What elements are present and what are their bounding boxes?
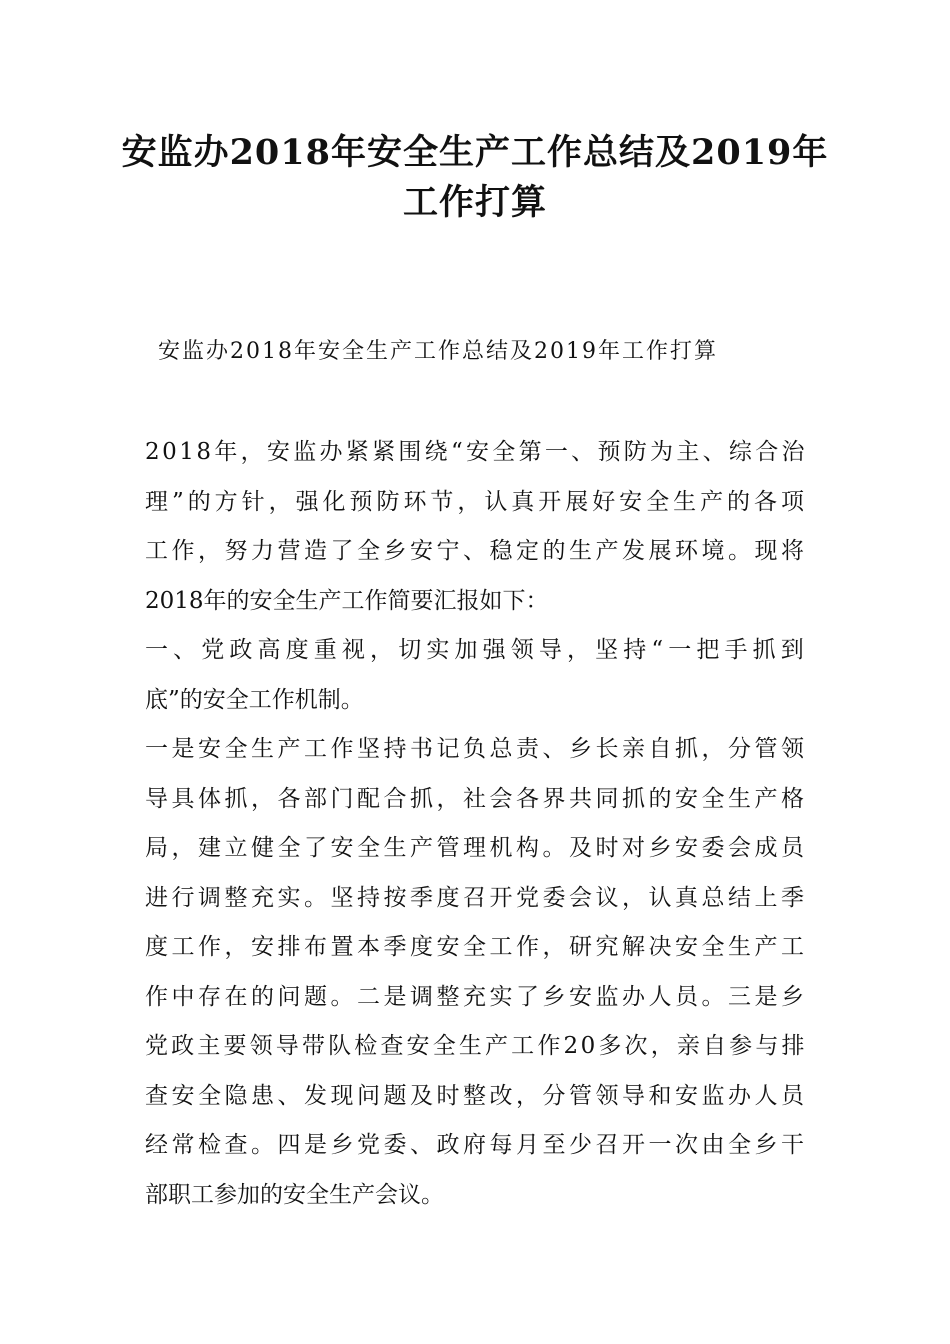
body-line: 度工作，安排布置本季度安全工作，研究解决安全生产工 — [145, 934, 807, 960]
body-line: 作中存在的问题。二是调整充实了乡安监办人员。三是乡 — [145, 983, 807, 1010]
title-line-2: 工作打算 — [402, 182, 547, 223]
document-subtitle: 安监办2018年安全生产工作总结及2019年工作打算 — [158, 339, 718, 364]
body-line: 进行调整充实。坚持按季度召开党委会议，认真总结上季 — [145, 884, 807, 911]
title-line-1: 安监办2018年安全生产工作总结及2019年 — [121, 132, 829, 173]
body-line: 2018年的安全生产工作简要汇报如下： — [145, 587, 549, 614]
body-line: 工作，努力营造了全乡安宁、稳定的生产发展环境。现将 — [145, 538, 807, 564]
document-body — [145, 428, 807, 1220]
body-line: 底”的安全工作机制。 — [145, 686, 364, 713]
document-title — [120, 128, 830, 228]
body-line: 经常检查。四是乡党委、政府每月至少召开一次由全乡干 — [145, 1132, 807, 1158]
body-line: 局，建立健全了安全生产管理机构。及时对乡安委会成员 — [145, 835, 807, 861]
body-line: 查安全隐患、发现问题及时整改，分管领导和安监办人员 — [145, 1082, 807, 1109]
body-line: 2018年，安监办紧紧围绕“安全第一、预防为主、综合治 — [145, 439, 807, 465]
body-line: 一、党政高度重视，切实加强领导，坚持“一把手抓到 — [145, 637, 807, 663]
body-line: 党政主要领导带队检查安全生产工作20多次，亲自参与排 — [145, 1033, 807, 1059]
body-line: 部职工参加的安全生产会议。 — [145, 1181, 444, 1208]
body-line: 理”的方针，强化预防环节，认真开展好安全生产的各项 — [145, 488, 807, 515]
body-line: 导具体抓，各部门配合抓，社会各界共同抓的安全生产格 — [145, 785, 807, 812]
body-line: 一是安全生产工作坚持书记负总责、乡长亲自抓，分管领 — [145, 736, 807, 762]
